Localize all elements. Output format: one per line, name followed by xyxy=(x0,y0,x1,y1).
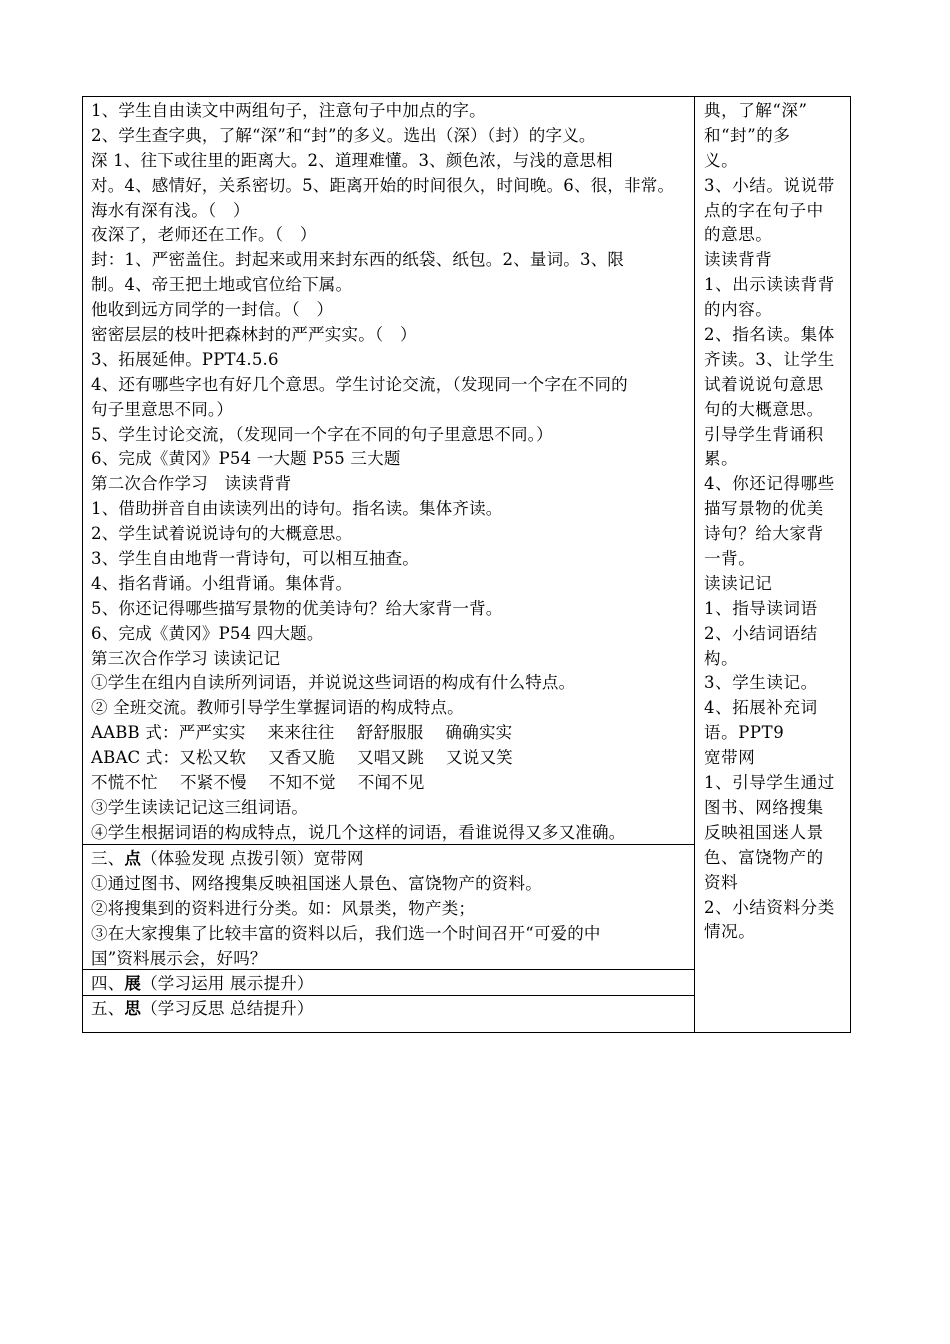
note-line: 构。 xyxy=(704,648,739,668)
text-line: 2、学生试着说说诗句的大概意思。 xyxy=(91,524,353,544)
section-four-heading: 四、展（学习运用 展示提升） xyxy=(91,974,314,993)
note-line: 2、小结词语结 xyxy=(704,623,818,643)
note-line: 读读记记 xyxy=(704,573,773,593)
text-line: 制。4、帝王把土地或官位给下属。 xyxy=(91,275,353,295)
note-line: 情况。 xyxy=(704,922,756,942)
text-line: ③在大家搜集了比较丰富的资料以后，我们选一个时间召开“可爱的中 xyxy=(91,923,601,943)
text-line: 4、还有哪些字也有好几个意思。学生讨论交流，（发现同一个字在不同的 xyxy=(91,374,628,394)
text-line: 第三次合作学习 读读记记 xyxy=(91,648,281,668)
text-line: 5、你还记得哪些描写景物的优美诗句？给大家背一背。 xyxy=(91,598,503,618)
text-line: 不慌不忙 不紧不慢 不知不觉 不闻不见 xyxy=(91,773,425,793)
text-line: ②将搜集到的资料进行分类。如：风景类，物产类； xyxy=(91,898,476,918)
text-line: 1、借助拼音自由读读列出的诗句。指名读。集体齐读。 xyxy=(91,499,503,519)
note-line: 2、指名读。集体 xyxy=(704,325,835,345)
column-divider xyxy=(694,97,695,1032)
teacher-notes-cell xyxy=(704,99,850,945)
note-line: 资料 xyxy=(704,872,739,892)
section-five-heading: 五、思（学习反思 总结提升） xyxy=(91,999,314,1018)
section-five-cell xyxy=(91,997,691,1022)
note-line: 引导学生背诵积 xyxy=(704,424,824,444)
main-activities-cell xyxy=(91,99,691,846)
text-line: 6、完成《黄冈》P54 一大题 P55 三大题 xyxy=(91,449,401,469)
note-line: 1、引导学生通过 xyxy=(704,773,835,793)
note-line: 读读背背 xyxy=(704,250,773,270)
note-line: 典，了解“深” xyxy=(704,101,808,120)
text-line: 封：1、严密盖住。封起来或用来封东西的纸袋、纸包。2、量词。3、限 xyxy=(91,250,625,270)
text-line: ABAC 式：又松又软 又香又脆 又唱又跳 又说又笑 xyxy=(91,748,513,768)
text-line: ①学生在组内自读所列词语，并说说这些词语的构成有什么特点。 xyxy=(91,673,576,693)
note-line: 4、你还记得哪些 xyxy=(704,474,835,494)
note-line: 的内容。 xyxy=(704,300,773,320)
text-line: ② 全班交流。教师引导学生掌握词语的构成特点。 xyxy=(91,698,464,718)
note-line: 3、小结。说说带 xyxy=(704,175,835,195)
text-line: 3、拓展延伸。PPT4.5.6 xyxy=(91,349,279,369)
section-three-lines xyxy=(91,872,691,972)
text-line: 国”资料展示会，好吗？ xyxy=(91,948,267,968)
text-line: 第二次合作学习 读读背背 xyxy=(91,474,292,494)
note-line: 反映祖国迷人景 xyxy=(704,822,824,842)
text-line: ③学生读读记记这三组词语。 xyxy=(91,797,309,817)
note-line: 试着说说句意思 xyxy=(704,374,824,394)
note-line: 义。 xyxy=(704,150,739,170)
section-three-heading: 三、点（体验发现 点拨引领）宽带网 xyxy=(91,849,364,868)
text-line: 1、学生自由读文中两组句子，注意句子中加点的字。 xyxy=(91,101,486,120)
note-line: 描写景物的优美 xyxy=(704,499,824,519)
note-line: 3、学生读记。 xyxy=(704,673,818,693)
text-line: 密密层层的枝叶把森林封的严严实实。（ ） xyxy=(91,325,417,345)
note-line: 和“封”的多 xyxy=(704,125,791,145)
note-line: 4、拓展补充词 xyxy=(704,698,818,718)
lesson-plan-table xyxy=(82,96,851,1033)
text-line: ④学生根据词语的构成特点，说几个这样的词语，看谁说得又多又准确。 xyxy=(91,822,626,842)
note-line: 齐读。3、让学生 xyxy=(704,349,835,369)
note-line: 句的大概意思。 xyxy=(704,399,824,419)
note-line: 1、出示读读背背 xyxy=(704,275,835,295)
text-line: 4、指名背诵。小组背诵。集体背。 xyxy=(91,573,353,593)
text-line: ①通过图书、网络搜集反映祖国迷人景色、富饶物产的资料。 xyxy=(91,873,542,893)
text-line: 对。4、感情好，关系密切。5、距离开始的时间很久，时间晚。6、很，非常。 xyxy=(91,175,675,195)
note-line: 一背。 xyxy=(704,549,756,569)
text-line: 5、学生讨论交流，（发现同一个字在不同的句子里意思不同。） xyxy=(91,424,553,444)
text-line: 夜深了，老师还在工作。（ ） xyxy=(91,225,317,245)
note-line: 2、小结资料分类 xyxy=(704,897,835,917)
text-line: 3、学生自由地背一背诗句，可以相互抽查。 xyxy=(91,549,419,569)
note-line: 宽带网 xyxy=(704,748,756,768)
text-line: 深 1、往下或往里的距离大。2、道理难懂。3、颜色浓，与浅的意思相 xyxy=(91,150,613,170)
text-line: 句子里意思不同。） xyxy=(91,399,234,419)
section-four-cell xyxy=(91,972,691,997)
text-line: 2、学生查字典，了解“深”和“封”的多义。选出（深）（封）的字义。 xyxy=(91,125,596,145)
text-line: AABB 式：严严实实 来来往往 舒舒服服 确确实实 xyxy=(91,723,513,743)
note-line: 语。PPT9 xyxy=(704,723,785,743)
note-line: 的意思。 xyxy=(704,225,773,245)
note-line: 色、富饶物产的 xyxy=(704,847,824,867)
note-line: 累。 xyxy=(704,449,739,469)
note-line: 诗句？给大家背 xyxy=(704,524,824,544)
text-line: 海水有深有浅。（ ） xyxy=(91,200,250,220)
note-line: 图书、网络搜集 xyxy=(704,797,824,817)
section-three-cell xyxy=(91,847,691,971)
note-line: 1、指导读词语 xyxy=(704,598,818,618)
text-line: 6、完成《黄冈》P54 四大题。 xyxy=(91,623,324,643)
text-line: 他收到远方同学的一封信。（ ） xyxy=(91,300,334,320)
note-line: 点的字在句子中 xyxy=(704,200,824,220)
